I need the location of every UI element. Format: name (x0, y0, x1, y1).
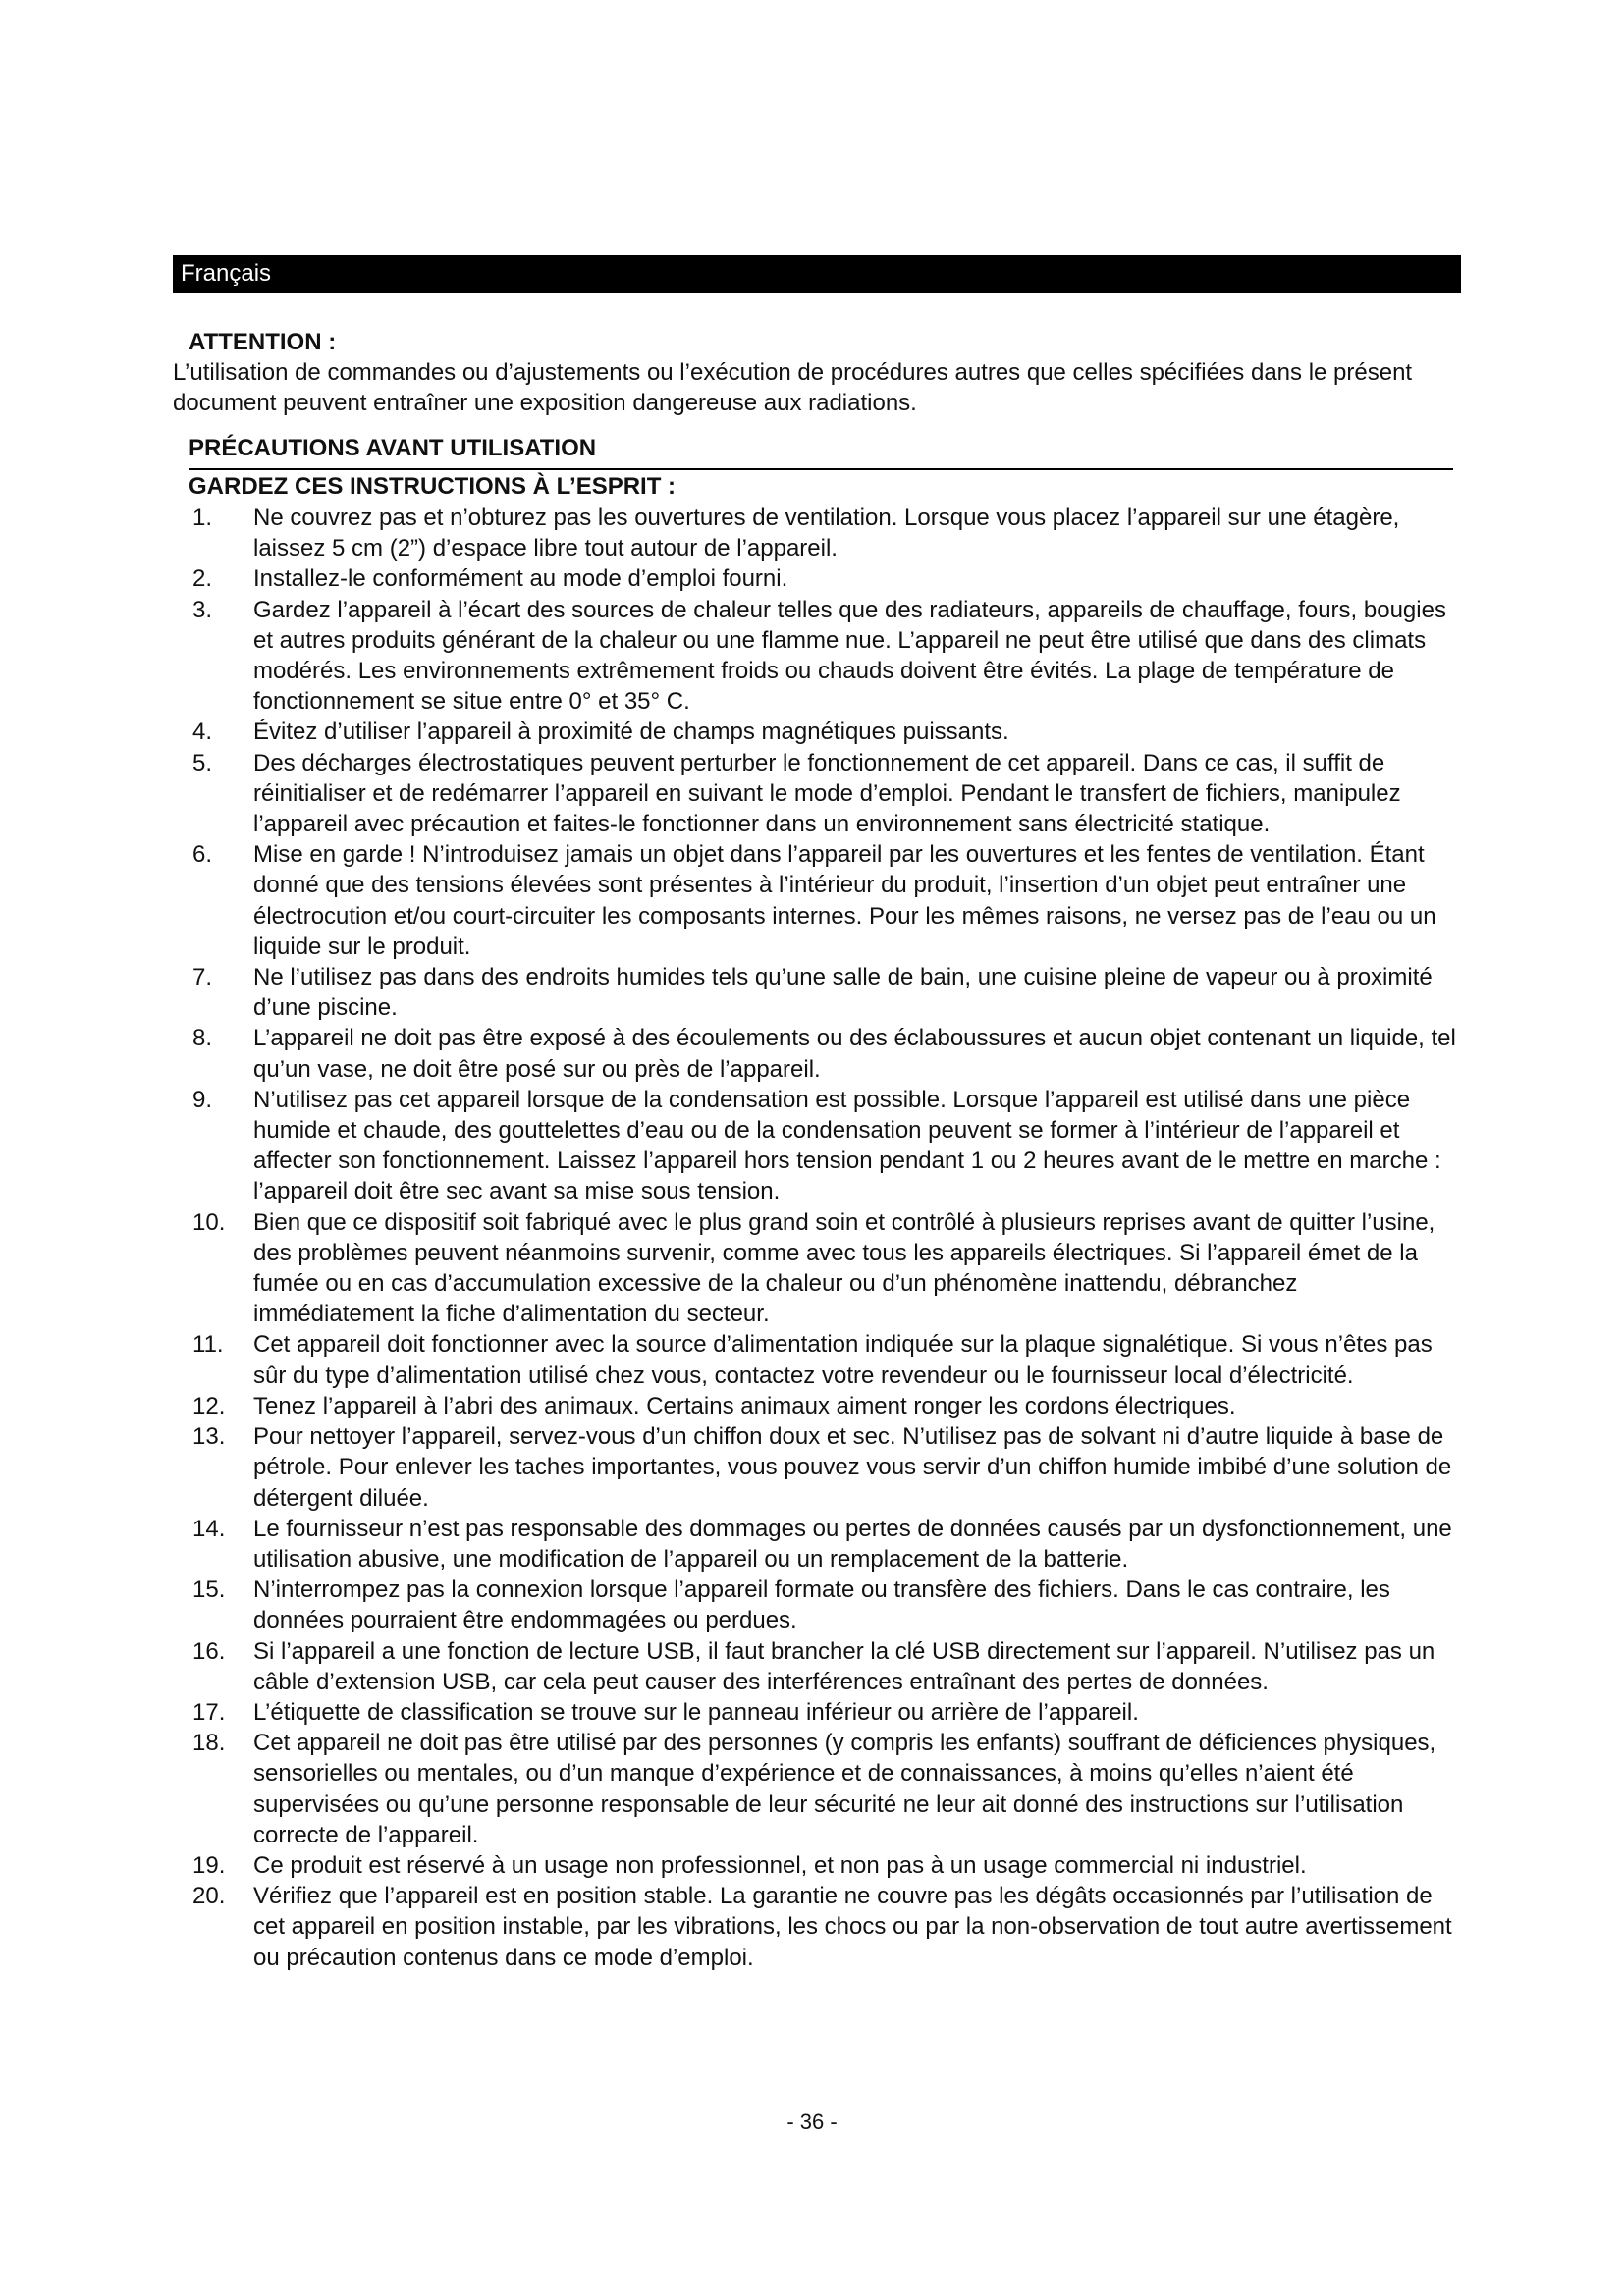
item-text: Ne couvrez pas et n’obturez pas les ouvertures de ventilation. Lorsque vous placez l’appareil sur une étagère, laissez 5 cm (2”) d’espace libre tout autour de l’appareil. (253, 505, 1400, 562)
item-number: 18. (192, 1730, 226, 1757)
item-text: Mise en garde ! N’introduisez jamais un objet dans l’appareil par les ouvertures et les fentes de ventilation. Étant donné que des tensions élevées sont présentes à l’intérieur du produit, l’insertion d’un objet peut entraîner une électrocution et/ou court-circuiter les composants internes. Pour les mêmes raisons, ne versez pas de l’eau ou un liquide sur le produit. (253, 841, 1436, 960)
list-item (192, 1636, 1457, 1697)
item-number: 17. (192, 1698, 226, 1726)
item-number: 8. (192, 1025, 213, 1052)
list-item (192, 1514, 1457, 1575)
item-number: 2. (192, 565, 213, 593)
list-item (192, 1728, 1457, 1850)
list-item (192, 1881, 1457, 1973)
language-header-bar: Français (173, 255, 1461, 293)
item-number: 4. (192, 719, 213, 746)
item-number: 20. (192, 1883, 226, 1910)
list-item (192, 1850, 1457, 1881)
item-number: 14. (192, 1515, 226, 1542)
item-number: 10. (192, 1208, 226, 1236)
list-item (192, 1085, 1457, 1207)
list-item (192, 962, 1457, 1023)
list-item (192, 595, 1457, 718)
item-text: Cet appareil ne doit pas être utilisé par des personnes (y compris les enfants) souffrant de déficiences physiques, sensorielles ou mentales, ou d’un manque d’expérience et de connaissances, à moins qu’elles n’aient été supervisées ou qu’une personne responsable de leur sécurité ne leur ait donné des instructions sur l’utilisation correcte de l’appareil. (253, 1730, 1436, 1848)
item-text: Évitez d’utiliser l’appareil à proximité de champs magnétiques puissants. (253, 719, 1009, 746)
item-text: Pour nettoyer l’appareil, servez-vous d’un chiffon doux et sec. N’utilisez pas de solvant ni d’autre liquide à base de pétrole. Pour enlever les taches importantes, vous pouvez vous servir d’un chiffon humide imbibé d’une solution de détergent diluée. (253, 1423, 1452, 1512)
list-item (192, 1697, 1457, 1728)
item-text: Des décharges électrostatiques peuvent perturber le fonctionnement de cet appareil. Dans ce cas, il suffit de réinitialiser et de redémarrer l’appareil en suivant le mode d’emploi. Pendant le transfert de fichiers, manipulez l’appareil avec précaution et faites-le fonctionner dans un environnement sans électricité statique. (253, 749, 1401, 838)
item-text: Ce produit est réservé à un usage non professionnel, et non pas à un usage commercial ni industriel. (253, 1851, 1307, 1879)
item-number: 15. (192, 1576, 226, 1604)
list-item (192, 503, 1457, 563)
section-heading: PRÉCAUTIONS AVANT UTILISATION (189, 435, 597, 461)
list-item (192, 1575, 1457, 1635)
item-number: 7. (192, 964, 213, 991)
item-text: N’interrompez pas la connexion lorsque l’appareil formate ou transfère des fichiers. Dans le cas contraire, les données pourraient être endommagées ou perdues. (253, 1576, 1390, 1634)
attention-heading: ATTENTION : (189, 329, 337, 355)
precautions-list (192, 503, 1457, 1973)
sub-heading: GARDEZ CES INSTRUCTIONS À L’ESPRIT : (189, 473, 677, 500)
item-number: 9. (192, 1086, 213, 1113)
list-item (192, 717, 1457, 747)
item-number: 12. (192, 1392, 226, 1419)
attention-paragraph: L’utilisation de commandes ou d’ajustements ou l’exécution de procédures autres que celles spécifiées dans le présent document peuvent entraîner une exposition dangereuse aux radiations. (173, 359, 1413, 416)
list-item (192, 839, 1457, 962)
item-number: 6. (192, 841, 213, 869)
list-item (192, 1207, 1457, 1330)
list-item (192, 748, 1457, 840)
item-number: 11. (192, 1331, 224, 1359)
item-text: Gardez l’appareil à l’écart des sources de chaleur telles que des radiateurs, appareils de chauffage, fours, bougies et autres produits générant de la chaleur ou une flamme nue. L’appareil ne peut être utilisé que dans des climats modérés. Les environnements extrêmement froids ou chauds doivent être évités. La plage de température de fonctionnement se situe entre 0° et 35° C. (253, 596, 1446, 716)
item-text: Installez-le conformément au mode d’emploi fourni. (253, 565, 788, 593)
item-text: Bien que ce dispositif soit fabriqué avec le plus grand soin et contrôlé à plusieurs reprises avant de quitter l’usine, des problèmes peuvent néanmoins survenir, comme avec tous les appareils électriques. Si l’appareil émet de la fumée ou en cas d’accumulation excessive de la chaleur ou d’un phénomène inattendu, débranchez immédiatement la fiche d’alimentation du secteur. (253, 1208, 1435, 1328)
item-number: 3. (192, 596, 213, 623)
item-text: Tenez l’appareil à l’abri des animaux. Certains animaux aiment ronger les cordons électriques. (253, 1392, 1236, 1419)
list-item (192, 1421, 1457, 1514)
page-number: - 36 - (786, 2109, 838, 2134)
item-number: 1. (192, 505, 213, 531)
list-item (192, 563, 1457, 594)
item-number: 19. (192, 1851, 226, 1879)
item-number: 5. (192, 749, 213, 776)
item-text: Cet appareil doit fonctionner avec la source d’alimentation indiquée sur la plaque signalétique. Si vous n’êtes pas sûr du type d’alimentation utilisé chez vous, contactez votre revendeur ou le fournisseur local d’électricité. (253, 1331, 1433, 1389)
item-text: Le fournisseur n’est pas responsable des dommages ou pertes de données causés par un dysfonctionnement, une utilisation abusive, une modification de l’appareil ou un remplacement de la batterie. (253, 1515, 1452, 1573)
section-divider (189, 468, 1453, 470)
item-text: L’étiquette de classification se trouve sur le panneau inférieur ou arrière de l’appareil. (253, 1698, 1139, 1726)
item-number: 16. (192, 1637, 226, 1665)
list-item (192, 1023, 1457, 1084)
list-item (192, 1329, 1457, 1390)
item-text: Si l’appareil a une fonction de lecture USB, il faut brancher la clé USB directement sur l’appareil. N’utilisez pas un câble d’extension USB, car cela peut causer des interférences entraînant des pertes de données. (253, 1637, 1435, 1695)
item-number: 13. (192, 1423, 226, 1451)
item-text: Ne l’utilisez pas dans des endroits humides tels qu’une salle de bain, une cuisine pleine de vapeur ou à proximité d’une piscine. (253, 964, 1433, 1022)
item-text: L’appareil ne doit pas être exposé à des écoulements ou des éclaboussures et aucun objet contenant un liquide, tel qu’un vase, ne doit être posé sur ou près de l’appareil. (253, 1025, 1456, 1083)
item-text: Vérifiez que l’appareil est en position stable. La garantie ne couvre pas les dégâts occasionnés par l’utilisation de cet appareil en position instable, par les vibrations, les chocs ou par la non-observation de tout autre avertissement ou précaution contenus dans ce mode d’emploi. (253, 1883, 1452, 1971)
list-item (192, 1391, 1457, 1421)
item-text: N’utilisez pas cet appareil lorsque de la condensation est possible. Lorsque l’appareil est utilisé dans une pièce humide et chaude, des gouttelettes d’eau ou de la condensation peuvent se former à l’intérieur de l’appareil et affecter son fonctionnement. Laissez l’appareil hors tension pendant 1 ou 2 heures avant de le mettre en marche : l’appareil doit être sec avant sa mise sous tension. (253, 1086, 1441, 1205)
